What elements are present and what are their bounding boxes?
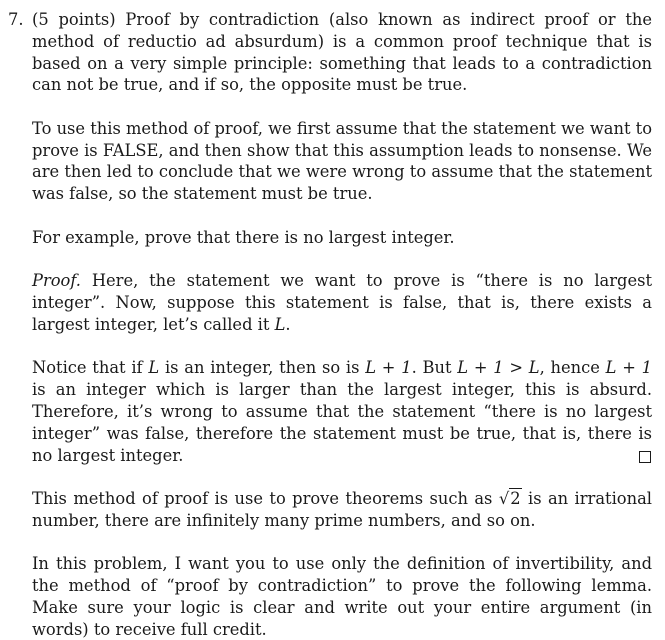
math-inequality: L + 1 > L — [457, 358, 540, 378]
problem-body — [32, 9, 652, 640]
theorems-text-b: is an irrational number, there are infinitely many prime numbers, and so on. — [32, 488, 652, 530]
task-paragraph: In this problem, I want you to use only the definition of invertibility, and the method of “proof by contradiction” to prove the following lemma. Make sure your logic is clear and write out your entire argument (in words) to receive full credit. — [32, 554, 652, 639]
example-paragraph: For example, prove that there is no largest integer. — [32, 227, 455, 247]
proof-label: Proof. — [32, 271, 81, 291]
intro-paragraph — [32, 9, 652, 96]
radical-sign-icon: √ — [498, 488, 510, 508]
sqrt-argument: 2 — [510, 488, 521, 508]
math-L: L — [274, 314, 286, 334]
notice-text-c: . But — [411, 358, 452, 378]
notice-text-b: is an integer, then so is — [164, 358, 360, 378]
proof-paragraph — [32, 270, 652, 335]
notice-text-a: Notice that if — [32, 358, 143, 378]
qed-box-icon — [639, 451, 651, 463]
method-paragraph: To use this method of proof, we first assume that the statement we want to prove is FALSE, and then show that this assumption leads to nonsense. We are then led to conclude that we were wrong to assume that the statement was false, so the statement must be true. — [32, 118, 653, 204]
sqrt-two — [499, 488, 522, 508]
notice-text-d: , hence — [539, 358, 600, 378]
math-L-plus-1: L + 1 — [365, 358, 412, 378]
notice-text-e: is an integer which is larger than the largest integer, this is absurd. Therefore, it’s wrong to assume that the statement “there is no largest integer” was false, therefore the statement must be true, that is, there is no largest integer. — [32, 380, 652, 465]
problem-number: 7. — [8, 10, 24, 29]
math-L-plus-1-2: L + 1 — [605, 358, 652, 378]
proof-text: Here, the statement we want to prove is “there is no largest integer”. Now, suppose this statement is false, that is, there exists a largest integer, let’s called it — [32, 271, 652, 334]
math-L-2: L — [148, 358, 160, 378]
points-label: (5 points) — [32, 10, 116, 29]
notice-paragraph — [32, 357, 652, 466]
intro-text: Proof by contradiction (also known as indirect proof or the method of reductio ad absurdum) is a common proof technique that is based on a very simple principle: something that leads to a contradiction can not be true, and if so, the opposite must be true. — [32, 10, 652, 95]
theorems-text-a: This method of proof is use to prove theorems such as — [32, 488, 493, 508]
theorems-paragraph — [32, 488, 652, 532]
proof-period: . — [285, 314, 291, 334]
